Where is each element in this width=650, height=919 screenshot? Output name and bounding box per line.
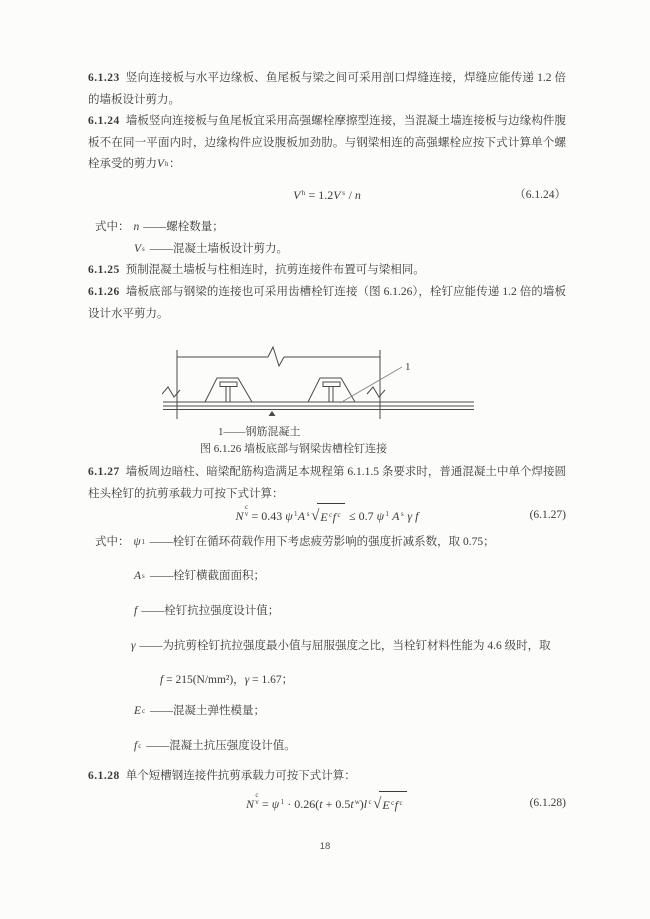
clause-number: 6.1.23 [88, 72, 120, 84]
gamma-values-formula: f = 215(N/mm²)， γ = 1.67； [160, 674, 294, 686]
clause-number: 6.1.26 [88, 286, 120, 298]
symbol-vs-desc: ——混凝土墙板设计剪力。 [150, 243, 289, 255]
clause-text: 墙板竖向连接板与鱼尾板宜采用高强螺栓摩擦型连接，当混凝土墙连接板与边缘构件腹板不在同一平面内时，边缘构件应设腹板加劲肋。与钢梁相连的高强螺栓应按下式计算单个螺栓承受的剪力 [88, 115, 566, 170]
where-clause-6-1-27-psi1 [88, 532, 566, 554]
clause-text: 单个短槽钢连接件抗剪承载力可按下式计算： [125, 770, 356, 782]
equation-6-1-27 [88, 503, 566, 529]
symbol-fc-desc: ——混凝土抗压强度设计值。 [146, 740, 296, 752]
clause-text: 墙板底部与钢梁的连接也可采用齿槽栓钉连接（图 6.1.26），栓钉应能传递 1.2 倍的墙板设计水平剪力。 [88, 286, 566, 320]
figure-legend: 1——钢筋混凝土 [218, 426, 301, 438]
clause-6-1-25 [88, 260, 566, 282]
symbol-f-desc: ——栓钉抗拉强度设计值； [141, 605, 280, 617]
where-label: 式中： [95, 536, 130, 548]
page-number: 18 [319, 841, 331, 852]
clause-number: 6.1.28 [88, 770, 120, 782]
symbol-gamma: γ [131, 640, 136, 652]
symbol-n: n [133, 221, 140, 233]
clause-6-1-23 [88, 68, 566, 111]
where-clause-6-1-24-line2 [88, 239, 566, 261]
symbol-n-desc: ——螺栓数量； [143, 221, 224, 233]
figure-left-stud-head [220, 382, 237, 387]
equation-number: （6.1.24） [514, 189, 566, 201]
symbol-as-desc: ——栓钉横截面面积； [150, 570, 266, 582]
figure-triangle-mark-icon [269, 411, 276, 416]
clause-number: 6.1.25 [88, 264, 120, 276]
figure-top-break-icon [268, 347, 284, 366]
symbol-vs: V s [134, 243, 145, 255]
where-clause-6-1-27-as [88, 566, 566, 588]
figure-6-1-26-drawing [162, 343, 482, 428]
formula: N c v = 0.43 ψ 1 A s √ E c f c ≤ 0.7 ψ 1 A s γ f [236, 509, 419, 523]
formula: N c v = ψ 1 · 0.26( t + 0.5 t w ) l c √ E c f c [246, 797, 408, 811]
where-clause-6-1-27-fc [88, 736, 566, 758]
symbol-fc: f c [134, 740, 142, 752]
symbol-psi1-desc: ——栓钉在循环荷载作用下考虑疲劳影响的强度折减系数，取 0.75； [149, 536, 495, 548]
clause-number: 6.1.24 [88, 115, 120, 127]
where-clause-6-1-27-f [88, 601, 566, 623]
figure-callout-label: 1 [405, 361, 411, 373]
symbol-gamma-desc: ——为抗剪栓钉抗拉强度最小值与屈服强度之比，当栓钉材料性能为 4.6 级时，取 [139, 640, 551, 652]
clause-6-1-27 [88, 462, 566, 505]
where-clause-6-1-27-gamma-values [88, 670, 566, 692]
figure-right-break-icon [367, 387, 385, 397]
where-label: 式中： [95, 221, 130, 233]
symbol-f: f [134, 605, 138, 617]
clause-text: 预制混凝土墙板与柱相连时，抗剪连接件布置可与梁相同。 [125, 264, 425, 276]
clause-6-1-28 [88, 766, 566, 788]
equation-6-1-28 [88, 791, 566, 817]
clause-number: 6.1.27 [88, 466, 120, 478]
clause-6-1-24 [88, 111, 566, 176]
page-content [88, 0, 566, 919]
equation-6-1-24 [88, 183, 566, 207]
symbol-ec: E c [134, 705, 146, 717]
clause-text: 墙板周边暗柱、暗梁配筋构造满足本规程第 6.1.1.5 条要求时，普通混凝土中单个焊接圆柱头栓钉的抗剪承载力可按下式计算： [88, 466, 566, 500]
equation-number: (6.1.27) [529, 509, 566, 521]
equation-number: (6.1.28) [529, 797, 566, 809]
figure-leader-line [340, 367, 402, 403]
figure-caption: 图 6.1.26 墙板底部与钢梁齿槽栓钉连接 [200, 443, 387, 455]
clause-6-1-26 [88, 282, 566, 325]
clause-text: 竖向连接板与水平边缘板、鱼尾板与梁之间可采用剖口焊缝连接，焊缝应能传递 1.2 倍的墙板设计剪力。 [88, 72, 566, 106]
symbol-ec-desc: ——混凝土弹性模量； [150, 705, 266, 717]
where-clause-6-1-24-line1 [88, 217, 573, 239]
where-clause-6-1-27-ec [88, 701, 566, 723]
symbol-as: A s [134, 570, 145, 582]
inline-formula-vh: V h ： [157, 158, 181, 170]
formula: V h = 1.2 V s / n [293, 188, 361, 202]
where-clause-6-1-27-gamma [88, 636, 566, 658]
symbol-psi1: ψ 1 [133, 536, 146, 548]
figure-right-stud-head [323, 382, 340, 387]
